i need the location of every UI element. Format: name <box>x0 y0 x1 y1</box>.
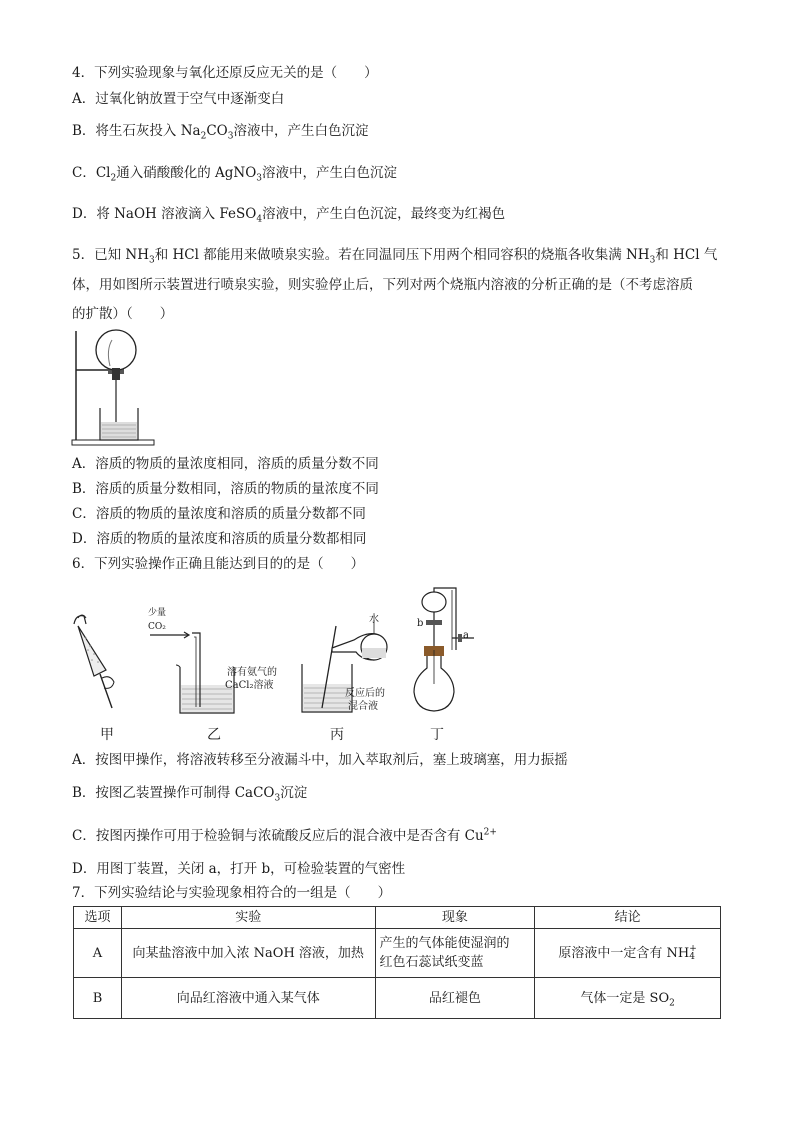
q5-option-a: A．溶质的物质的量浓度相同，溶质的质量分数不同 <box>72 456 379 472</box>
ding-label-b: b <box>417 618 424 629</box>
q5-option-d: D．溶质的物质的量浓度和溶质的质量分数都相同 <box>72 531 367 547</box>
table-row <box>74 978 721 1019</box>
q4-stem: 4．下列实验现象与氧化还原反应无关的是（ ） <box>72 65 378 81</box>
row-a-phenomenon: 产生的气体能使湿润的 红色石蕊试纸变蓝 <box>375 929 535 978</box>
header-phenomenon: 现象 <box>375 907 535 929</box>
header-conclusion: 结论 <box>535 907 721 929</box>
row-b-phenomenon: 品红褪色 <box>375 978 535 1019</box>
q5-option-c: C．溶质的物质的量浓度和溶质的质量分数都不同 <box>72 506 366 522</box>
caption-yi: 乙 <box>207 727 221 743</box>
q4-option-b: B．将生石灰投入 $Na_2CO_3$溶液中，产生白色沉淀 <box>72 123 369 142</box>
row-b-conclusion: 气体一定是 $SO_2$ <box>535 978 721 1019</box>
q5-stem-line2: 体，用如图所示装置进行喷泉实验，则实验停止后，下列对两个烧瓶内溶液的分析正确的是（不考虑溶质 <box>72 277 693 293</box>
caption-jia: 甲 <box>100 727 114 743</box>
q7-table <box>73 906 721 1019</box>
yi-label-co2: CO₂ <box>148 622 166 632</box>
table-header-row <box>74 907 721 929</box>
q5-stem-line3: 的扩散）（ ） <box>72 306 174 322</box>
q4-option-a: A．过氧化钠放置于空气中逐渐变白 <box>72 91 285 107</box>
bing-label-water: 水 <box>369 614 379 625</box>
row-b-option: B <box>74 978 122 1019</box>
q6-option-b: B．按图乙装置操作可制得 CaCO$_3$沉淀 <box>72 785 308 804</box>
q6-option-a: A．按图甲操作，将溶液转移至分液漏斗中，加入萃取剂后，塞上玻璃塞，用力振摇 <box>72 752 568 768</box>
q6-option-c: C．按图丙操作可用于检验铜与浓硫酸反应后的混合液中是否含有 $Cu^{2+}$ <box>72 827 497 844</box>
row-a-experiment: 向某盐溶液中加入浓 NaOH 溶液，加热 <box>121 929 375 978</box>
table-row <box>74 929 721 978</box>
caption-ding: 丁 <box>430 727 444 743</box>
caption-bing: 丙 <box>330 727 344 743</box>
yi-label-ammonia: 溶有氨气的 <box>227 667 277 678</box>
bing-label-mixed-2: 混合液 <box>348 701 378 712</box>
row-b-experiment: 向品红溶液中通入某气体 <box>121 978 375 1019</box>
q4-option-c: C．$Cl_2$通入硝酸酸化的 AgNO$_3$溶液中，产生白色沉淀 <box>72 165 398 184</box>
header-option: 选项 <box>74 907 122 929</box>
fountain-apparatus-figure <box>70 328 160 450</box>
yi-label-cacl2: CaCl₂溶液 <box>225 680 274 691</box>
q5-stem-line1: 5．已知 $NH_3$和 HCl 都能用来做喷泉实验。若在同温同压下用两个相同容积的烧瓶各收集满 $NH_3$和 HCl 气 <box>72 247 718 266</box>
bing-label-mixed-1: 反应后的 <box>345 688 385 699</box>
q5-option-b: B．溶质的质量分数相同，溶质的物质的量浓度不同 <box>72 481 379 497</box>
header-experiment: 实验 <box>121 907 375 929</box>
figure-ding-flask <box>412 584 482 716</box>
row-a-conclusion: 原溶液中一定含有 NH + 4 <box>535 929 721 978</box>
q6-option-d: D．用图丁装置，关闭 a，打开 b，可检验装置的气密性 <box>72 861 406 877</box>
q4-option-d: D．将 NaOH 溶液滴入 FeSO$_4$溶液中，产生白色沉淀，最终变为红褐色 <box>72 206 506 225</box>
ding-label-a: a <box>463 630 469 641</box>
q6-stem: 6．下列实验操作正确且能达到目的的是（ ） <box>72 556 365 572</box>
yi-label-small-amount: 少量 <box>148 608 167 618</box>
figure-jia-separatory-funnel <box>72 590 132 715</box>
q7-stem: 7．下列实验结论与实验现象相符合的一组是（ ） <box>72 885 392 901</box>
row-a-option: A <box>74 929 122 978</box>
